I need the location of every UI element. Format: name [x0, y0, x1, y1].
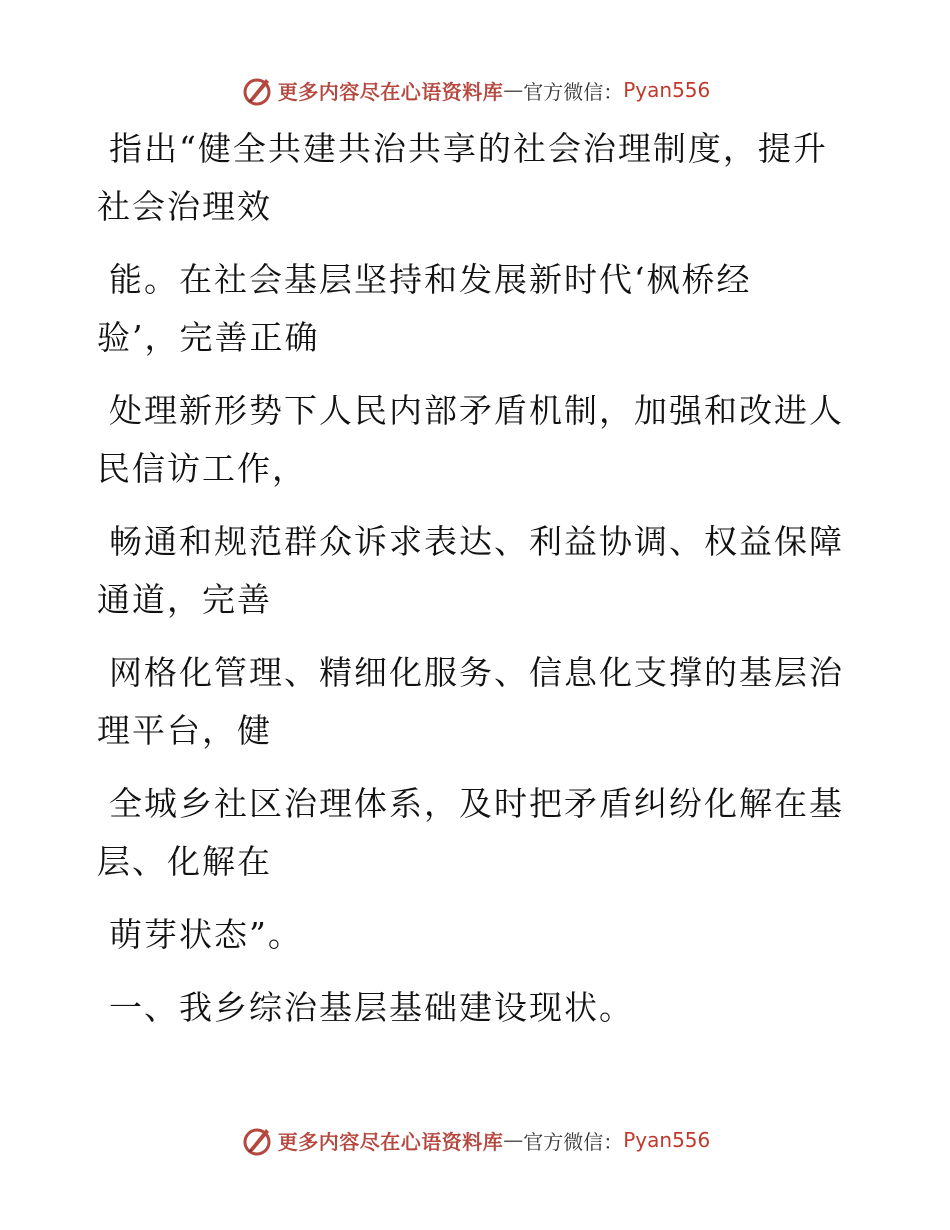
- paragraph-line: 民信访工作，: [97, 449, 307, 488]
- banner-wechat-id: Pyan556: [623, 78, 711, 102]
- header-banner: [0, 70, 950, 110]
- banner-wechat-label: 官方微信：: [523, 1129, 624, 1154]
- paragraph: [97, 120, 837, 236]
- paragraph-line: 处理新形势下人民内部矛盾机制，加强和改进人: [109, 391, 844, 430]
- paragraph-line: 能。在社会基层坚持和发展新时代‘枫桥经: [109, 260, 752, 299]
- banner-wechat-id: Pyan556: [623, 1128, 711, 1152]
- paragraph: [97, 775, 844, 891]
- paragraph-line: 社会治理效: [97, 187, 272, 226]
- paragraph-line: 畅通和规范群众诉求表达、利益协调、权益保障: [109, 522, 844, 561]
- paragraph: [97, 382, 844, 498]
- paragraph-line: 网格化管理、精细化服务、信息化支撑的基层治: [109, 653, 844, 692]
- banner-dash: —: [503, 78, 524, 102]
- document-body: [97, 120, 844, 1052]
- banner-dash: —: [503, 1128, 524, 1152]
- paragraph-line: 全城乡社区治理体系，及时把矛盾纠纷化解在基: [109, 784, 844, 823]
- banner-site-text: 更多内容尽在心语资料库: [277, 1129, 504, 1154]
- banner-wechat-label: 官方微信：: [523, 79, 624, 104]
- paragraph-line: 萌芽状态”。: [109, 915, 303, 954]
- banner-site-text: 更多内容尽在心语资料库: [277, 79, 504, 104]
- paragraph-line: 通道，完善: [97, 580, 272, 619]
- paragraph-line: 层、化解在: [97, 842, 272, 881]
- quill-pen-logo-icon: [240, 73, 274, 107]
- section-heading: [97, 979, 837, 1037]
- paragraph: [97, 251, 837, 367]
- paragraph: [97, 644, 844, 760]
- paragraph: [97, 513, 844, 629]
- footer-banner: [0, 1120, 950, 1160]
- paragraph-line: 一、我乡综治基层基础建设现状。: [109, 988, 634, 1027]
- paragraph: [97, 906, 837, 964]
- paragraph-line: 指出“健全共建共治共享的社会治理制度，提升: [109, 129, 828, 168]
- paragraph-line: 理平台，健: [97, 711, 272, 750]
- paragraph-line: 验’，完善正确: [97, 318, 320, 357]
- quill-pen-logo-icon: [240, 1123, 274, 1157]
